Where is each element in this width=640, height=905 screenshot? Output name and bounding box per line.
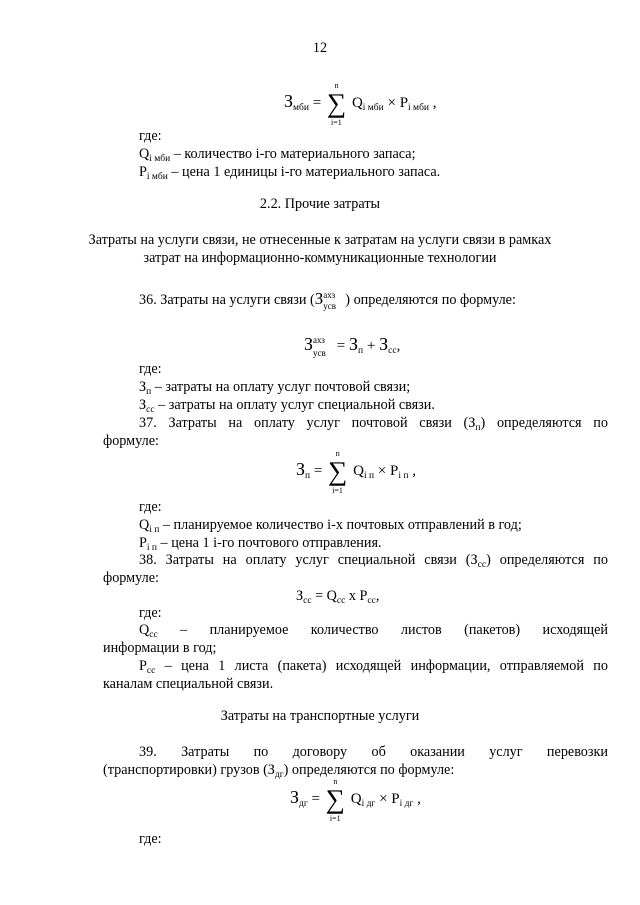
def-text: – цена 1 единицы i-го материального запаса. [167, 164, 441, 180]
section-heading-2-2: 2.2. Прочие затраты [259, 196, 381, 212]
formula-tail: , [375, 588, 380, 604]
formula-lhs: З [304, 334, 314, 354]
formula-tail: , [417, 790, 421, 807]
p39-text: (транспортировки) грузов (З [103, 762, 275, 778]
p36-text-end: ) определяются по формуле: [345, 292, 516, 308]
sum-symbol: ∑ n i=1 [328, 458, 347, 485]
formula-plus: + [366, 338, 376, 354]
def-symbol-sub: сс [146, 405, 155, 415]
p37-text-end: ) определяются по [480, 415, 608, 431]
formula-ss [296, 588, 379, 610]
sum-symbol: ∑ n i=1 [326, 786, 345, 813]
p39-sub: дг [274, 770, 284, 780]
paragraph-38-line-2: формуле: [103, 570, 159, 586]
sum-upper-limit: n [333, 777, 338, 786]
formula-rhs: = Q [311, 588, 337, 604]
formula-eq: = [336, 338, 346, 354]
formula-p-sub: i мби [408, 102, 429, 113]
def-text: – планируемое количество i-х почтовых отправлений в год; [159, 517, 522, 533]
def-symbol: З [139, 379, 147, 395]
def-symbol: Q [139, 146, 150, 162]
paragraph-38-line-1 [139, 552, 608, 574]
def-symbol-sub: i мби [146, 172, 168, 182]
formula-term2-sub: сс [388, 346, 397, 356]
def-symbol-sub: сс [149, 630, 158, 640]
formula-term1-sub: п [358, 346, 364, 356]
def-text: – планируемое количество листов (пакетов) исходящей [157, 622, 608, 638]
def-symbol: P [139, 535, 147, 551]
p36-sup: ахз [323, 289, 336, 300]
sum-lower-limit: i=1 [332, 486, 343, 495]
formula-p-sub: i п [398, 470, 409, 481]
formula-lhs: З [296, 458, 306, 479]
formula-lhs: З [290, 786, 300, 807]
formula-tail: , [412, 462, 416, 479]
p36-symbol-indices [323, 291, 345, 311]
p38-sub: сс [477, 560, 487, 570]
formula-usv [304, 334, 400, 358]
formula-dg: $З_{дг}$ = ∑ n i=1 $Q_{i дг} \times P_{i дг}$ , [290, 777, 421, 823]
sum-lower-limit: i=1 [329, 814, 341, 823]
formula-lhs-sub: мби [293, 102, 309, 113]
p37-text: 37. Затраты на оплату услуг почтовой связи (З [139, 415, 476, 431]
subheading-line-2: затрат на информационно-коммуникационные технологии [143, 250, 497, 266]
page-number: 12 [312, 40, 328, 56]
paragraph-37-line-1 [139, 415, 608, 437]
formula-q-sub: сс [336, 596, 346, 606]
def-symbol: Q [139, 622, 150, 638]
p39-text-end: ) определяются по формуле: [283, 762, 455, 778]
formula-times: × [377, 462, 387, 479]
formula-q: Q [351, 94, 363, 111]
definition-p-mbi [139, 164, 440, 186]
p38-text: 38. Затраты на оплату услуг специальной связи (З [139, 552, 478, 568]
formula-q-sub: i дг [361, 798, 376, 809]
formula-q-sub: i мби [362, 102, 384, 113]
paragraph-39-line-2 [103, 762, 454, 784]
formula-mbi: $З_{мби}$ = ∑ n i=1 $Q_{i мби} \times P_{i мби}$ , [284, 81, 437, 127]
def-symbol: З [139, 397, 147, 413]
def-symbol: P [139, 164, 147, 180]
formula-term1: З [349, 334, 359, 354]
p36-symbol-main: З [314, 289, 324, 308]
formula-mid: x P [345, 588, 368, 604]
where-label: где: [139, 499, 162, 515]
sum-upper-limit: n [335, 449, 340, 458]
formula-sub: усв [313, 347, 326, 358]
formula-p: P [399, 94, 409, 111]
subheading-line-1: Затраты на услуги связи, не отнесенные к затратам на услуги связи в рамках [88, 232, 552, 248]
formula-q-sub: i п [363, 470, 375, 481]
sum-symbol: ∑ n i=1 [327, 90, 346, 117]
def-symbol: P [139, 658, 147, 674]
def-symbol-sub: п [146, 387, 152, 397]
formula-times: × [379, 790, 388, 807]
subheading-transport: Затраты на транспортные услуги [220, 708, 420, 724]
formula-lhs: З [296, 588, 304, 604]
formula-sup: ахз [313, 334, 325, 345]
paragraph-39-line-1: 39. Затраты по договору об оказании услуг перевозки [139, 744, 608, 760]
def-text: – количество i-го материального запаса; [170, 146, 416, 162]
def-symbol-sub: i п [149, 525, 160, 535]
paragraph-37-line-2: формуле: [103, 433, 159, 449]
def-symbol-sub: i п [146, 543, 157, 553]
formula-p-sub: сс [367, 596, 376, 606]
formula-q: Q [353, 462, 364, 479]
def-text: – цена 1 листа (пакета) исходящей информации, отправляемой по [155, 658, 608, 674]
def-symbol-sub: i мби [149, 154, 171, 164]
p37-sub: п [475, 423, 481, 433]
sum-lower-limit: i=1 [331, 118, 342, 127]
paragraph-36 [139, 290, 516, 311]
p36-text-start: 36. Затраты на услуги связи ( [139, 292, 315, 308]
formula-p: P [390, 462, 399, 479]
def-text: – цена 1 i-го почтового отправления. [157, 535, 382, 551]
p38-text-end: ) определяются по [486, 552, 608, 568]
formula-lhs-sub: сс [303, 596, 312, 606]
definition-q-ss-line-2: информации в год; [103, 640, 217, 656]
formula-tail: , [432, 94, 437, 111]
formula-lhs: З [284, 90, 294, 111]
formula-times: × [387, 94, 396, 111]
formula-term2: З [379, 334, 389, 354]
p36-symbol [315, 290, 346, 311]
where-label: где: [139, 361, 162, 377]
sum-upper-limit: n [334, 81, 339, 90]
formula-q: Q [350, 790, 362, 807]
definition-p-ss-line-2: каналам специальной связи. [103, 676, 274, 692]
formula-p-sub: i дг [399, 798, 414, 809]
def-symbol-sub: сс [146, 666, 156, 676]
def-text: – затраты на оплату услуг специальной связи. [154, 397, 435, 413]
def-text: – затраты на оплату услуг почтовой связи; [151, 379, 411, 395]
where-label: где: [139, 831, 162, 847]
formula-p: $З_п$ = ∑ n i=1 $Q_{i п} \times P_{i п}$ , [296, 449, 416, 495]
p36-sub: усв [323, 300, 337, 311]
formula-lhs-sub: дг [299, 798, 308, 809]
formula-tail: , [396, 338, 401, 354]
formula-lhs-indices [313, 336, 333, 358]
def-symbol: Q [139, 517, 150, 533]
formula-lhs-sub: п [305, 470, 311, 481]
where-label: где: [139, 605, 162, 621]
where-label: где: [139, 128, 162, 144]
formula-p: P [391, 790, 400, 807]
